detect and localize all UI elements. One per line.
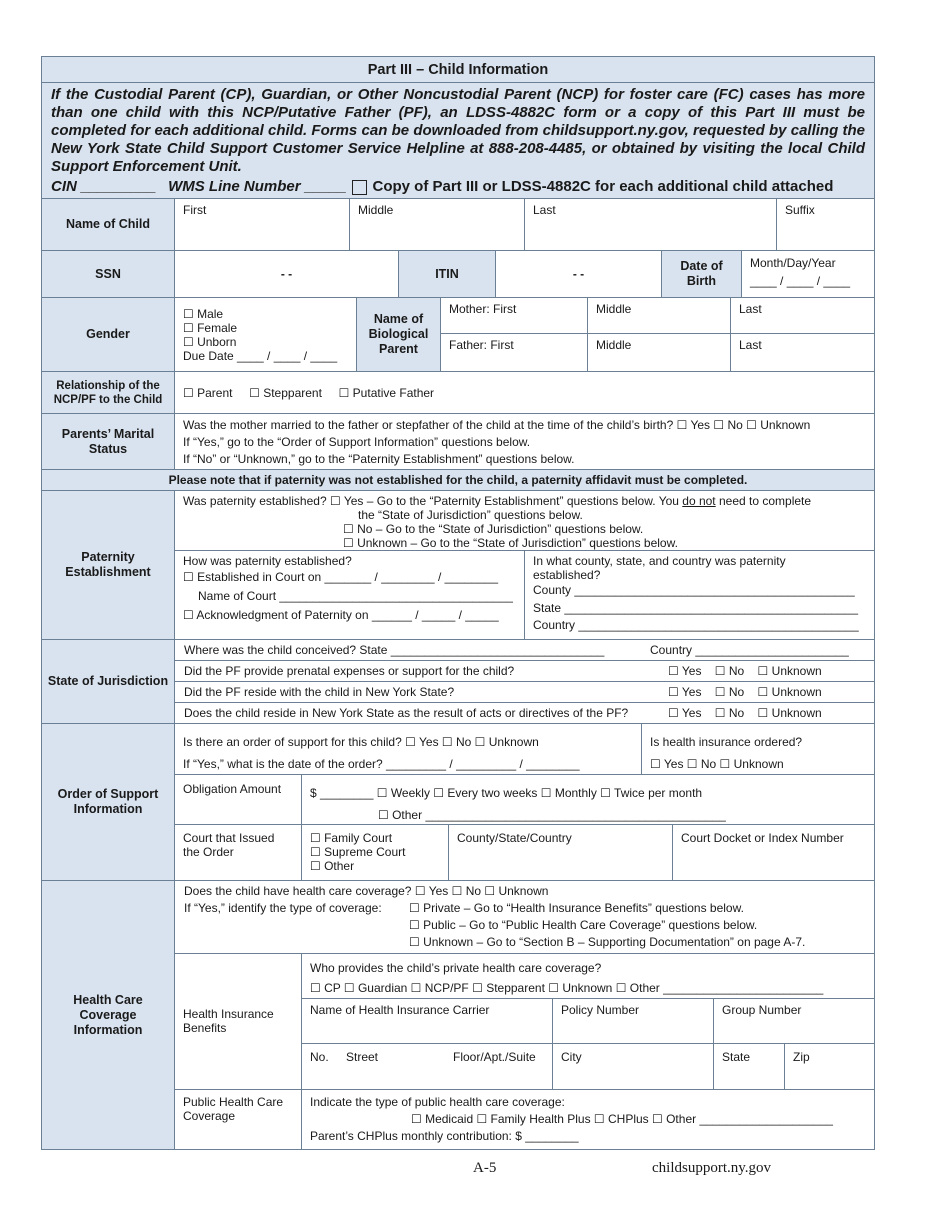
reside-acts-question[interactable]: Does the child reside in New York State as the result of acts or directives of the PF? ☐ Yes ☐ No ☐ Unknown [184,706,822,720]
bio-parent-fields [441,298,874,371]
child-middle-name-field[interactable]: Middle [350,199,525,250]
cin-row [42,176,874,199]
paternity-established-question[interactable]: Was paternity established? ☐ Yes – Go to the “Paternity Establishment” questions below. You do not need to complete the “State of Jurisdiction” questions below. ☐ No – Go to the “State of Jurisdiction” questions below. ☐ Unknown – Go to the “State of Jurisdiction” questions below. [175,491,874,551]
health-label: Health Care Coverage Information [42,881,175,1149]
public-coverage-label: Public Health Care Coverage [175,1090,302,1149]
marital-question[interactable]: Was the mother married to the father or stepfather of the child at the time of the child’s birth? ☐ Yes ☐ No ☐ Unknown [183,418,811,432]
health-coverage-question[interactable]: Does the child have health care coverage? ☐ Yes ☐ No ☐ Unknown If “Yes,” identify the type of coverage: ☐ Private – Go to “Health Insurance Benefits” questions below. ☐ Public – Go to “Public Health Care Coverage” questions below. ☐ Unknown – Go to “Section B – Supporting Documentation” on page A-7. [175,881,874,954]
father-first-field[interactable]: Father: First [441,334,588,371]
dob-field[interactable]: Month/Day/Year ____ / ____ / ____ [750,256,851,288]
child-last-name-field[interactable]: Last [525,199,777,250]
chplus-contribution-field[interactable]: Parent’s CHPlus monthly contribution: $ ________ [310,1129,579,1143]
itin-field[interactable]: - - [496,251,662,297]
order-label: Order of Support Information [42,724,175,880]
paternity-country-field[interactable]: Country __________________________________________ [533,618,859,632]
public-coverage-fields: Indicate the type of public health care coverage: ☐ Medicaid ☐ Family Health Plus ☐ CHPlus ☐ Other ____________________ Parent’s CHPlus monthly contribution: $ ________ [302,1090,874,1149]
carrier-name-field[interactable]: Name of Health Insurance Carrier [302,999,553,1043]
marital-status-label: Parents’ Marital Status [42,414,175,469]
obligation-label: Obligation Amount [175,775,302,824]
relationship-row [42,372,874,414]
health-ordered: Is health insurance ordered? ☐ Yes ☐ No ☐ Unknown [642,724,874,774]
dob-label: Date of Birth [662,251,742,297]
paternity-label: Paternity Establishment [42,491,175,639]
jurisdiction-label: State of Jurisdiction [42,640,175,723]
court-issued-label: Court that Issued the Order [175,825,302,880]
marital-status-questions [175,414,874,469]
name-of-child-label: Name of Child [42,199,175,250]
paternity-state-field[interactable]: State ____________________________________________ [533,600,859,615]
footer-site: childsupport.ny.gov [652,1160,772,1176]
order-exists-field[interactable]: Is there an order of support for this child? ☐ Yes ☐ No ☐ Unknown [183,735,539,749]
ssn-row [42,251,874,298]
obligation-fields [302,775,874,824]
health-benefits-label: Health Insurance Benefits [175,954,302,1089]
child-information-form [41,56,875,1150]
private-coverage-provider: Who provides the child’s private health care coverage? ☐ CP ☐ Guardian ☐ NCP/PF ☐ Stepparent ☐ Unknown ☐ Other ________________________ [302,954,874,999]
copy-attached-label: Copy of Part III or LDSS-4882C for each additional child attached [372,178,834,195]
wms-line-field[interactable]: WMS Line Number _____ [168,178,347,195]
paternity-where: In what county, state, and country was paternity established? County __________________________________________ State ____________________________________________ Country __________________________________________ [525,551,874,639]
carrier-city-field[interactable]: City [553,1044,714,1089]
conceived-question[interactable]: Where was the child conceived? State ________________________________ Country _______________________ [175,640,874,661]
unborn-checkbox[interactable]: ☐ Unborn [183,335,237,349]
group-number-field[interactable]: Group Number [722,1002,802,1017]
ssn-label: SSN [42,251,175,297]
name-of-child-row [42,199,874,251]
established-in-court-field[interactable]: ☐ Established in Court on _______ / ________ / ________ [183,570,498,584]
court-docket-field[interactable]: Court Docket or Index Number [681,831,844,845]
ssn-field[interactable]: - - [175,251,399,297]
carrier-zip-field[interactable]: Zip [793,1049,810,1064]
father-middle-field[interactable]: Middle [588,334,731,371]
prenatal-question[interactable]: Did the PF provide prenatal expenses or support for the child? ☐ Yes ☐ No ☐ Unknown [175,661,874,682]
acknowledgment-field[interactable]: ☐ Acknowledgment of Paternity on ______ / _____ / _____ [183,608,499,622]
child-first-name-field[interactable]: First [175,199,350,250]
gender-label: Gender [42,298,175,371]
court-county-field[interactable]: County/State/Country [449,825,673,880]
carrier-state-field[interactable]: State [714,1044,785,1089]
name-of-court-field[interactable]: Name of Court ___________________________________ [198,589,513,603]
order-question [175,724,642,774]
bio-parent-label: Name of Biological Parent [357,298,441,371]
health-row [42,881,874,1149]
mother-middle-field[interactable]: Middle [588,298,731,333]
relationship-label: Relationship of the NCP/PF to the Child [42,372,175,413]
obligation-other[interactable]: ☐ Other _____________________________________________ [378,808,726,822]
public-coverage-options[interactable]: ☐ Medicaid ☐ Family Health Plus ☐ CHPlus ☐ Other ____________________ [411,1112,833,1126]
court-type-options [302,825,449,880]
mother-first-field[interactable]: Mother: First [441,298,588,333]
due-date-field[interactable]: Due Date ____ / ____ / ____ [183,349,338,363]
copy-attached-checkbox[interactable] [352,180,367,195]
male-checkbox[interactable]: ☐ Male [183,307,224,321]
provider-options[interactable]: ☐ CP ☐ Guardian ☐ NCP/PF ☐ Stepparent ☐ Unknown ☐ Other ________________________ [310,980,824,995]
page-number: A-5 [473,1160,497,1176]
female-checkbox[interactable]: ☐ Female [183,321,238,335]
paternity-county-field[interactable]: County __________________________________________ [533,583,855,597]
gender-row [42,298,874,372]
carrier-address-field[interactable]: No. Street Floor/Apt./Suite [302,1044,553,1089]
obligation-frequency[interactable]: $ ________ ☐ Weekly ☐ Every two weeks ☐ Monthly ☐ Twice per month [310,786,703,800]
order-date-field[interactable]: If “Yes,” what is the date of the order? _________ / _________ / ________ [183,757,580,771]
section-title: Part III – Child Information [42,57,874,83]
jurisdiction-row [42,640,874,724]
marital-no-instruction: If “No” or “Unknown,” go to the “Paternity Establishment” questions below. [183,452,575,466]
cin-field[interactable]: CIN _________ [51,178,157,195]
order-row [42,724,874,881]
marital-yes-instruction: If “Yes,” go to the “Order of Support Information” questions below. [183,435,531,449]
paternity-note: Please note that if paternity was not established for the child, a paternity affidavit must be completed. [42,470,874,491]
other-court-checkbox[interactable]: ☐ Other [310,859,355,873]
supreme-court-checkbox[interactable]: ☐ Supreme Court [310,845,406,859]
intro-text: If the Custodial Parent (CP), Guardian, or Other Noncustodial Parent (NCP) for foster care (FC) cases has more than one child with this NCP/Putative Father (PF), an LDSS-4882C form or a copy of this Part III must be completed for each additional child. Forms can be downloaded from childsupport.ny.gov, requested by calling the New York State Child Support Customer Service Helpline at 888-208-4485, or obtained by visiting the local Child Support Enforcement Unit. [42,83,874,176]
health-ordered-options[interactable]: ☐ Yes ☐ No ☐ Unknown [650,757,784,771]
relationship-options[interactable]: ☐ Parent ☐ Stepparent ☐ Putative Father [183,385,435,400]
father-last-field[interactable]: Last [739,338,762,352]
policy-number-field[interactable]: Policy Number [553,999,714,1043]
gender-options [175,298,357,371]
reside-pf-question[interactable]: Did the PF reside with the child in New York State? ☐ Yes ☐ No ☐ Unknown [175,682,874,703]
paternity-how: How was paternity established? ☐ Established in Court on _______ / ________ / ________ Name of Court ___________________________________ ☐ Acknowledgment of Paternity on ______ / _____ / _____ [175,551,525,639]
mother-last-field[interactable]: Last [739,302,762,316]
marital-status-row [42,414,874,470]
itin-label: ITIN [399,251,496,297]
child-suffix-field[interactable]: Suffix [785,203,815,217]
paternity-row [42,491,874,640]
family-court-checkbox[interactable]: ☐ Family Court [310,831,393,845]
